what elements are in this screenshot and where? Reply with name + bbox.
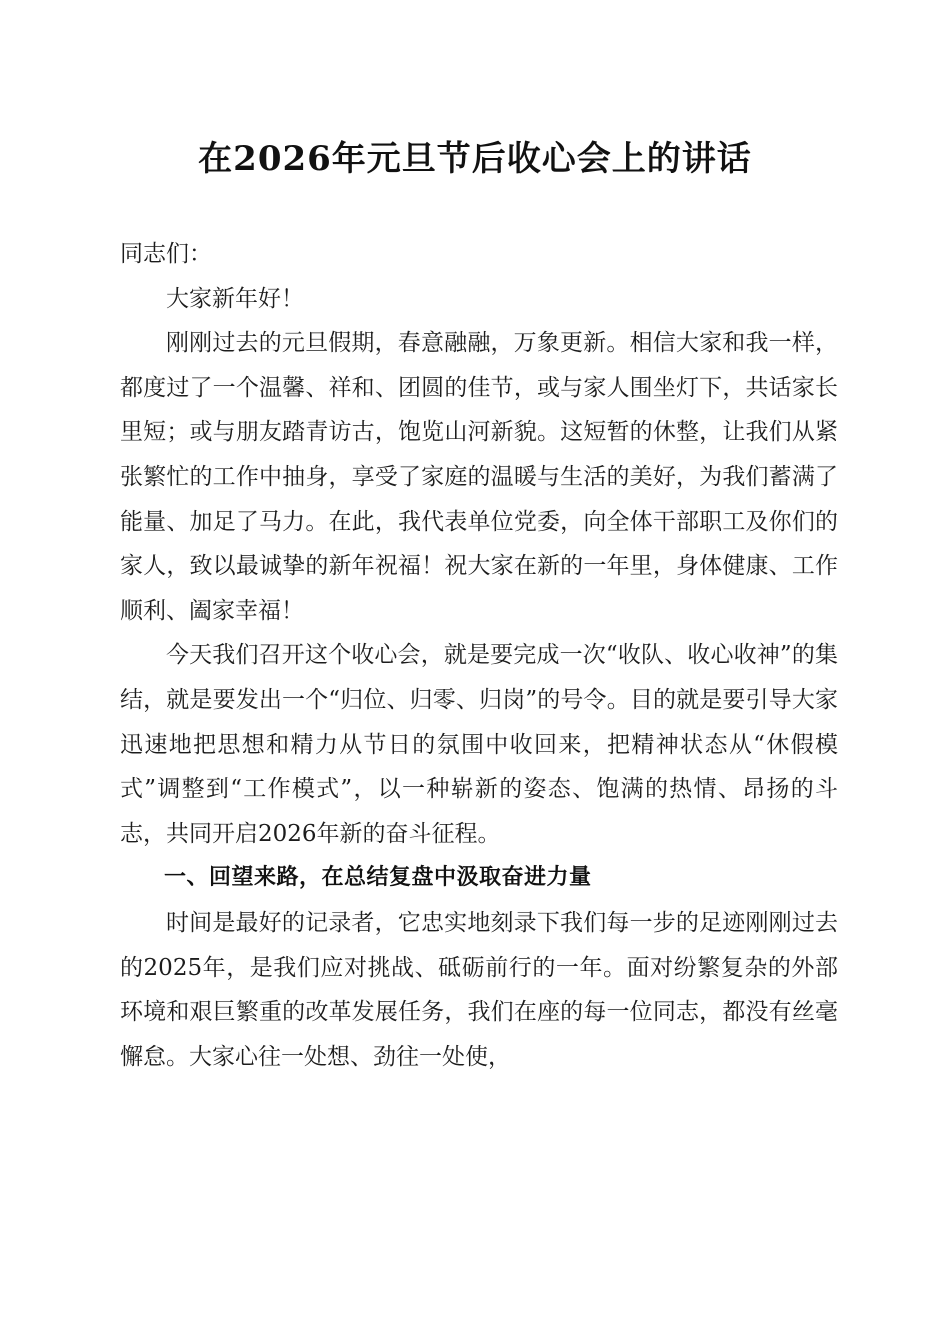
paragraph-holiday-review: 刚刚过去的元旦假期，春意融融，万象更新。相信大家和我一样，都度过了一个温馨、祥和、团圆的佳节，或与家人围坐灯下，共话家长里短；或与朋友踏青访古，饱览山河新貌。这短暂的休整，让我们从紧张繁忙的工作中抽身，享受了家庭的温暖与生活的美好，为我们蓄满了能量、加足了马力。在此，我代表单位党委，向全体干部职工及你们的家人，致以最诚挚的新年祝福！祝大家在新的一年里，身体健康、工作顺利、阖家幸福！ <box>120 330 838 624</box>
document-body <box>120 232 838 1079</box>
paragraph-meeting-purpose: 今天我们召开这个收心会，就是要完成一次“收队、收心收神”的集结，就是要发出一个“归位、归零、归岗”的号令。目的就是要引导大家迅速地把思想和精力从节日的氛围中收回来，把精神状态从“休假模式”调整到“工作模式”，以一种崭新的姿态、饱满的热情、昂扬的斗志，共同开启2026年新的奋斗征程。 <box>120 642 838 847</box>
salutation: 同志们： <box>120 241 212 267</box>
greeting: 大家新年好！ <box>166 285 304 312</box>
section-paragraph: 时间是最好的记录者，它忠实地刻录下我们每一步的足迹刚刚过去的2025年，是我们应对挑战、砥砺前行的一年。面对纷繁复杂的外部环境和艰巨繁重的改革发展任务，我们在座的每一位同志，都没有丝毫懈怠。大家心往一处想、劲往一处使， <box>120 909 838 1070</box>
section-heading: 一、回望来路，在总结复盘中汲取奋进力量 <box>164 865 592 891</box>
document-title: 在2026年元旦节后收心会上的讲话 <box>198 139 752 179</box>
